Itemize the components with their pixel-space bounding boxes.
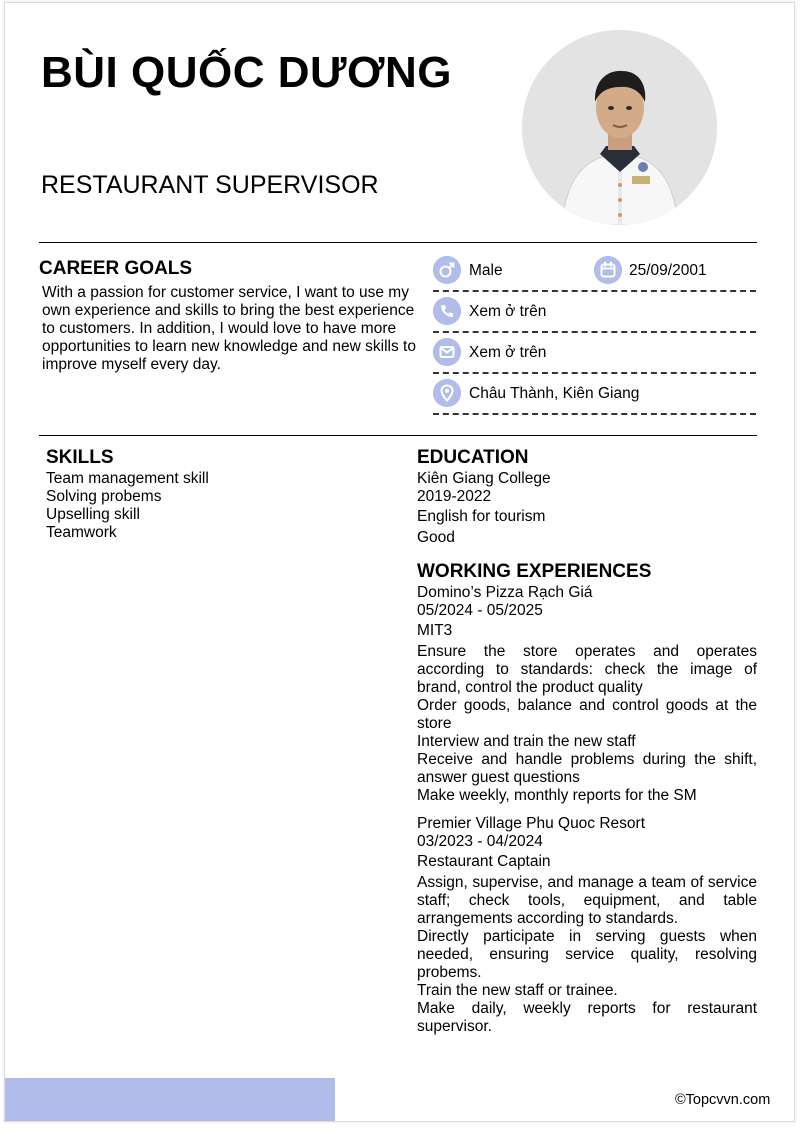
skill-item: Team management skill: [46, 470, 209, 487]
portrait-illustration: [522, 30, 717, 225]
skill-item: Solving probems: [46, 488, 162, 505]
gender-icon: [433, 256, 461, 284]
phone-value: Xem ở trên: [469, 303, 547, 320]
career-goals-heading: CAREER GOALS: [39, 258, 193, 279]
skills-list: [46, 470, 209, 542]
skill-item: Teamwork: [46, 524, 117, 541]
email-value: Xem ở trên: [469, 344, 547, 361]
education-period: 2019-2022: [417, 488, 492, 505]
birthday-value: 25/09/2001: [629, 262, 707, 279]
email-icon: [433, 338, 461, 366]
job-period: 05/2024 - 05/2025: [417, 602, 543, 619]
job-duty: Make weekly, monthly reports for the SM: [417, 787, 697, 804]
education-grade: Good: [417, 529, 455, 546]
calendar-icon: [594, 256, 622, 284]
job-duty: Assign, supervise, and manage a team of service staff; check tools, equipment, and table arrangements according to standards.: [417, 874, 757, 927]
job-period: 03/2023 - 04/2024: [417, 833, 543, 850]
education-school: Kiên Giang College: [417, 470, 551, 487]
job-company: Premier Village Phu Quoc Resort: [417, 815, 646, 832]
info-row-address: [433, 377, 756, 415]
job-duty: Directly participate in serving guests when needed, ensuring service quality, resolving probems.: [417, 928, 757, 981]
cv-page: [4, 2, 795, 1122]
section-divider: [39, 435, 757, 436]
profile-photo: [522, 30, 717, 225]
job-duty: Train the new staff or trainee.: [417, 982, 618, 999]
job-duty: Ensure the store operates and operates according to standards: check the image of brand, control the product quality: [417, 643, 757, 696]
job-role: Restaurant Captain: [417, 853, 551, 870]
info-row-personal: [433, 254, 756, 292]
address-value: Châu Thành, Kiên Giang: [469, 385, 640, 402]
footer-accent-bar: [5, 1078, 335, 1122]
career-goals-text: With a passion for customer service, I want to use my own experience and skills to bring the best experience to customers. In addition, I would love to have more opportunities to learn new knowledge and new skills to improve myself every day.: [42, 284, 416, 373]
education-heading: EDUCATION: [417, 447, 529, 468]
info-row-phone: [433, 295, 756, 333]
info-row-email: [433, 336, 756, 374]
job-duty: Interview and train the new staff: [417, 733, 636, 750]
footer-credit: ©Topcvvn.com: [675, 1092, 771, 1108]
location-icon: [433, 379, 461, 407]
skills-heading: SKILLS: [46, 447, 114, 468]
job-duty: Order goods, balance and control goods at the store: [417, 697, 757, 732]
job-company: Domino’s Pizza Rạch Giá: [417, 584, 593, 601]
phone-icon: [433, 297, 461, 325]
education-major: English for tourism: [417, 508, 546, 525]
job-duty: Receive and handle problems during the shift, answer guest questions: [417, 751, 757, 786]
work-experience-heading: WORKING EXPERIENCES: [417, 561, 652, 582]
header-divider: [39, 242, 757, 243]
job-duty: Make daily, weekly reports for restaurant supervisor.: [417, 1000, 757, 1035]
job-title: RESTAURANT SUPERVISOR: [41, 171, 379, 199]
gender-value: Male: [469, 262, 503, 279]
candidate-name: BÙI QUỐC DƯƠNG: [41, 48, 453, 97]
skill-item: Upselling skill: [46, 506, 140, 523]
job-role: MIT3: [417, 622, 453, 639]
